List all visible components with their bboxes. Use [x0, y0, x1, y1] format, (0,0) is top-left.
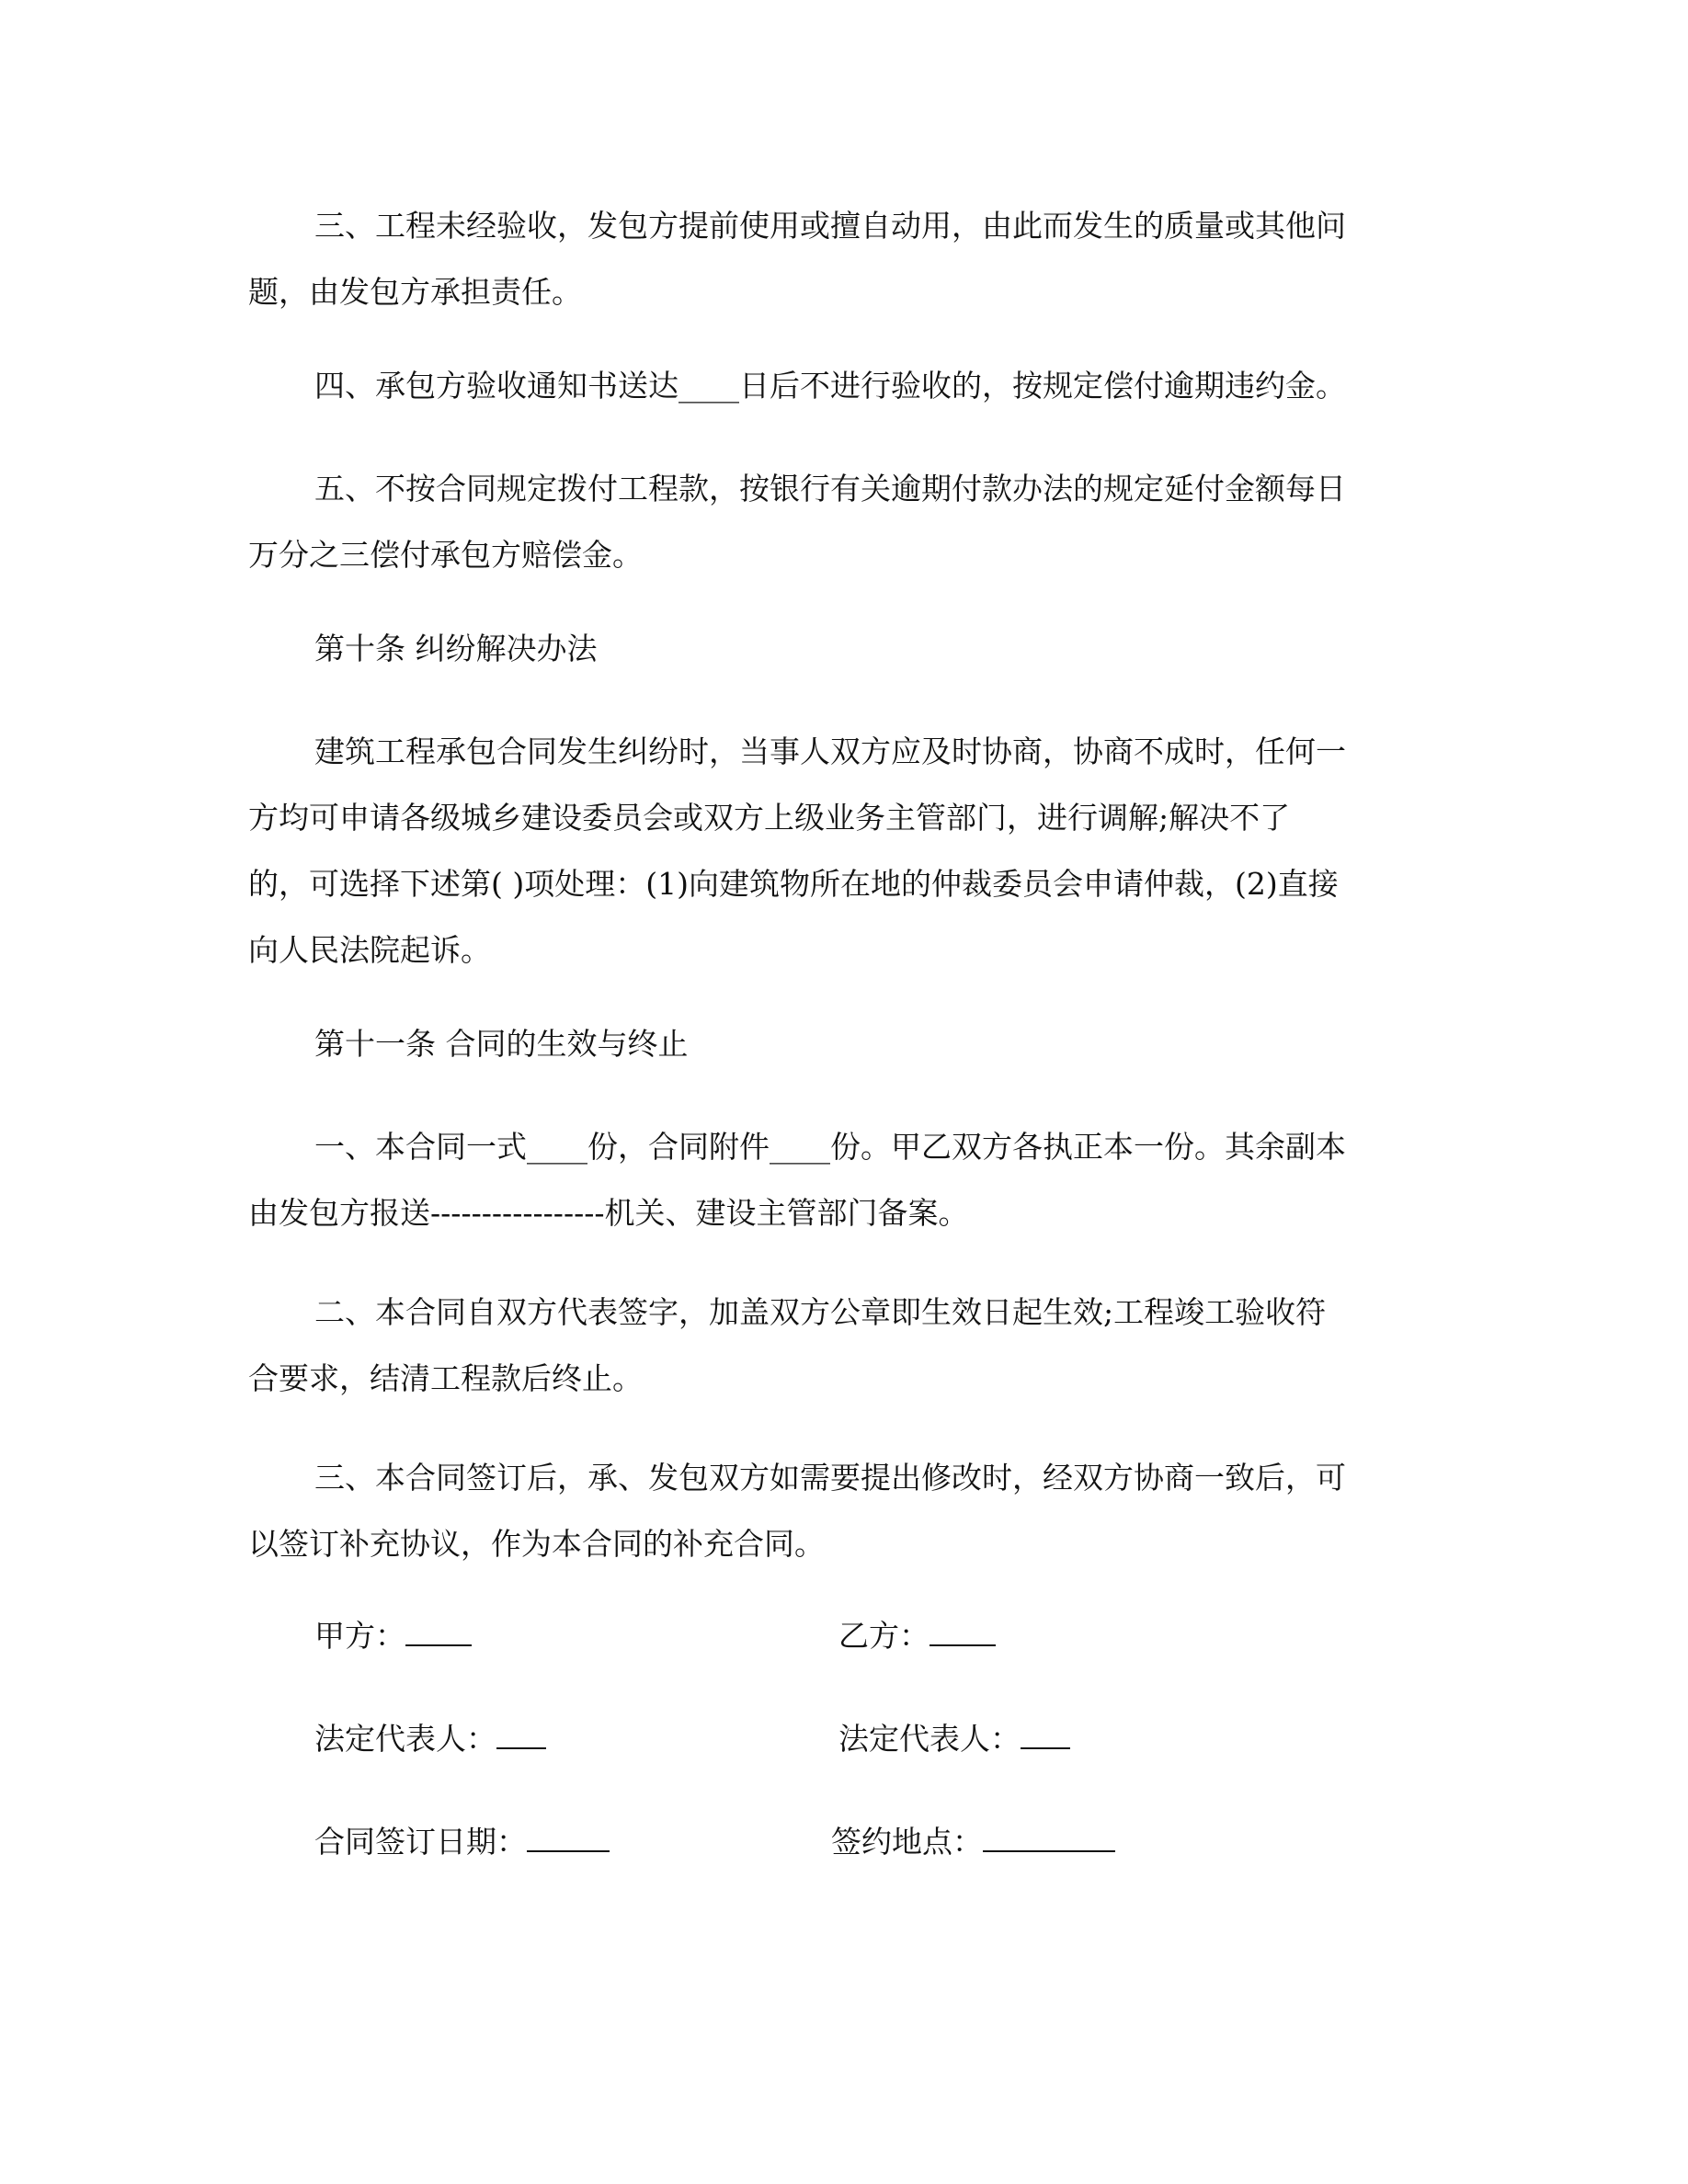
item-1-text-b: 份，合同附件	[587, 1129, 770, 1165]
clause-4	[248, 353, 1443, 419]
clause-4-line	[248, 353, 1443, 419]
party-b-blank	[930, 1617, 996, 1646]
sign-date-blank	[527, 1823, 610, 1852]
article-10-line-2: 方均可申请各级城乡建设委员会或双方上级业务主管部门，进行调解;解决不了	[248, 800, 1291, 836]
article-10-line-4: 向人民法院起诉。	[248, 932, 491, 968]
article-11-item-3-line-2: 以签订补充协议，作为本合同的补充合同。	[248, 1526, 825, 1562]
sign-place-field	[831, 1822, 1115, 1862]
party-a-field	[314, 1616, 472, 1656]
party-a-blank	[405, 1617, 472, 1646]
clause-4-blank: ____	[679, 368, 739, 404]
item-1-blank-2: ____	[770, 1129, 830, 1165]
article-10-heading: 第十条 纠纷解决办法	[314, 631, 598, 666]
article-11-item-1	[248, 1114, 1443, 1246]
legal-rep-b-blank	[1021, 1720, 1070, 1749]
article-11-item-2	[248, 1280, 1443, 1412]
clause-4-text-end: 日后不进行验收的，按规定偿付逾期违约金。	[739, 368, 1346, 404]
article-10-line-3: 的，可选择下述第( )项处理：(1)向建筑物所在地的仲裁委员会申请仲裁，(2)直接	[248, 866, 1339, 902]
clause-5-line-2: 万分之三偿付承包方赔偿金。	[248, 537, 643, 573]
clause-3	[248, 193, 1443, 325]
clause-3-line-2: 题，由发包方承担责任。	[248, 274, 582, 310]
legal-rep-a-label: 法定代表人：	[314, 1721, 496, 1757]
item-1-text-a: 一、本合同一式	[314, 1129, 527, 1165]
article-11-item-3	[248, 1445, 1443, 1577]
party-b-label: 乙方：	[838, 1618, 930, 1654]
clause-5	[248, 456, 1443, 588]
clause-4-text-start: 四、承包方验收通知书送达	[314, 368, 679, 404]
party-a-label: 甲方：	[314, 1618, 405, 1654]
legal-rep-a-field	[314, 1719, 546, 1759]
article-11-item-2-line-1: 二、本合同自双方代表签字，加盖双方公章即生效日起生效;工程竣工验收符	[314, 1294, 1327, 1330]
sign-date-field	[314, 1822, 610, 1862]
article-10-line-1: 建筑工程承包合同发生纠纷时，当事人双方应及时协商，协商不成时，任何一	[314, 734, 1346, 769]
article-11-item-1-line-1	[248, 1114, 1443, 1180]
legal-rep-b-label: 法定代表人：	[838, 1721, 1021, 1757]
article-11-item-1-line-2: 由发包方报送-----------------机关、建设主管部门备案。	[248, 1195, 969, 1231]
sign-place-blank	[983, 1823, 1115, 1852]
item-1-blank-1: ____	[527, 1129, 587, 1165]
article-11-heading: 第十一条 合同的生效与终止	[314, 1026, 689, 1062]
clause-3-line-1: 三、工程未经验收，发包方提前使用或擅自动用，由此而发生的质量或其他问	[314, 208, 1346, 244]
legal-rep-a-blank	[496, 1720, 546, 1749]
sign-date-label: 合同签订日期：	[314, 1824, 527, 1860]
party-b-field	[838, 1616, 996, 1656]
article-10-body	[248, 719, 1443, 984]
legal-rep-b-field	[838, 1719, 1070, 1759]
article-11-item-3-line-1: 三、本合同签订后，承、发包双方如需要提出修改时，经双方协商一致后，可	[314, 1460, 1346, 1496]
sign-place-label: 签约地点：	[831, 1824, 983, 1860]
article-11-item-2-line-2: 合要求，结清工程款后终止。	[248, 1360, 643, 1396]
clause-5-line-1: 五、不按合同规定拨付工程款，按银行有关逾期付款办法的规定延付金额每日	[314, 471, 1346, 506]
item-1-text-c: 份。甲乙双方各执正本一份。其余副本	[830, 1129, 1346, 1165]
